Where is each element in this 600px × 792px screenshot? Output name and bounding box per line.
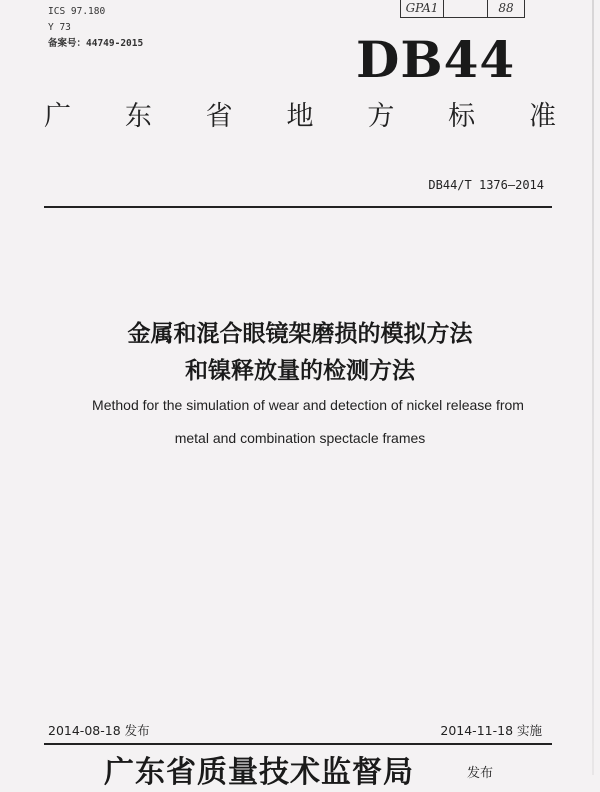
standard-type-char: 东 xyxy=(124,101,152,132)
scan-edge xyxy=(592,0,594,775)
standard-number: DB44/T 1376—2014 xyxy=(428,178,544,192)
archive-stamp-code: GPA1 xyxy=(400,0,444,18)
standard-type-heading xyxy=(44,100,556,134)
archive-stamp-box xyxy=(442,0,487,18)
issuing-suffix: 发布 xyxy=(467,766,494,781)
standard-type-char: 省 xyxy=(205,101,233,132)
standard-type-char: 广 xyxy=(44,101,71,132)
record-number: 备案号：44749-2015 xyxy=(48,38,144,49)
standard-type-char: 准 xyxy=(528,101,556,132)
english-title-line-1: Method for the simulation of wear and detection of nickel release from xyxy=(92,397,524,413)
classification-block xyxy=(48,4,143,52)
standard-type-char: 地 xyxy=(286,101,314,132)
issuing-authority: 广东省质量技术监督局 xyxy=(104,755,414,790)
effective-date: 2014-11-18 实施 xyxy=(440,723,542,738)
bottom-divider xyxy=(44,743,552,745)
standard-type-char: 标 xyxy=(448,101,476,132)
db44-logo: DB44 xyxy=(356,30,516,89)
issue-date: 2014-08-18 发布 xyxy=(48,723,150,738)
chinese-title-line-2: 和镍释放量的检测方法 xyxy=(185,358,415,384)
chinese-title-line-1: 金属和混合眼镜架磨损的模拟方法 xyxy=(127,321,473,347)
ccs-code: Y 73 xyxy=(48,22,71,33)
top-divider xyxy=(44,206,552,208)
archive-stamp-number: 88 xyxy=(487,0,525,18)
english-title-line-2: metal and combination spectacle frames xyxy=(174,430,426,446)
ics-code: ICS 97.180 xyxy=(48,6,106,17)
standard-type-char: 方 xyxy=(367,101,395,132)
